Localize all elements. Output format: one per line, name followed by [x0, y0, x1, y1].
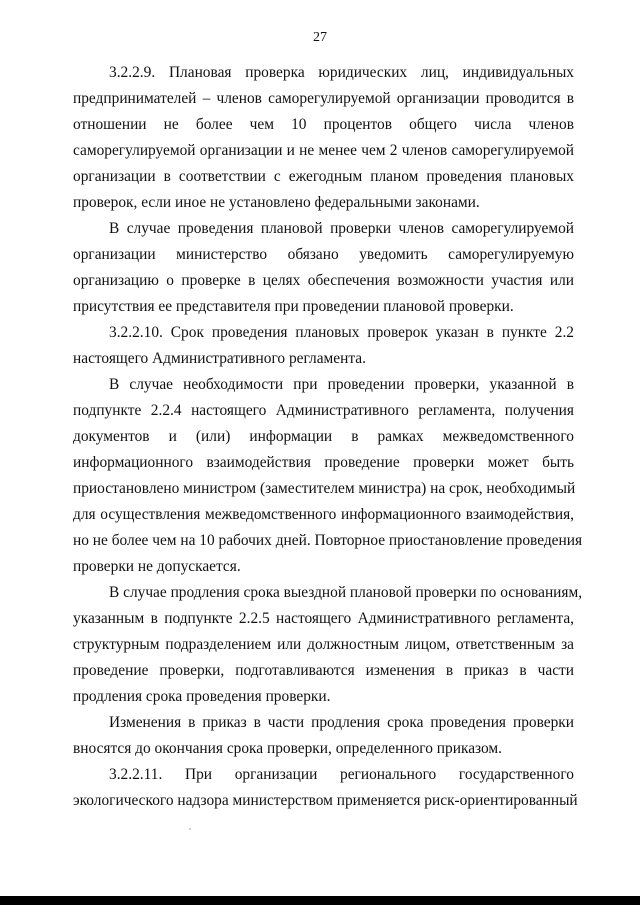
text-line: указанным в подпункте 2.2.5 настоящего Административного регламента, [73, 610, 574, 627]
text-line: предпринимателей – членов саморегулируемой организации проводится в [73, 90, 574, 107]
text-line: организации в соответствии с ежегодным планом проведения плановых [73, 168, 574, 185]
paragraph-3-2-2-11 [73, 762, 578, 814]
page-number: 27 [313, 30, 327, 45]
text-line: подпункте 2.2.4 настоящего Административного регламента, получения [73, 402, 574, 419]
document-body [73, 60, 583, 814]
text-line: экологического надзора министерством применяется риск-ориентированный [73, 792, 578, 809]
text-line: 3.2.2.11. При организации регионального государственного [109, 766, 574, 783]
scan-speck [189, 828, 191, 830]
text-line: вносятся до окончания срока проверки, определенного приказом. [73, 740, 503, 757]
text-line: 3.2.2.9. Плановая проверка юридических лиц, индивидуальных [109, 64, 574, 81]
text-line: организацию о проверке в целях обеспечения возможности участия или [73, 272, 574, 289]
paragraph-3-2-2-10 [73, 320, 574, 372]
text-line: для осуществления межведомственного информационного взаимодействия, [73, 506, 574, 523]
text-line: настоящего Административного регламента. [73, 350, 366, 367]
paragraph-order-changes [73, 710, 574, 762]
text-line: документов и (или) информации в рамках межведомственного [73, 428, 574, 445]
scan-edge-bar [0, 896, 640, 905]
paragraph-suspension [73, 372, 583, 580]
text-line: 3.2.2.10. Срок проведения плановых проверок указан в пункте 2.2 [109, 324, 574, 341]
text-line: но не более чем на 10 рабочих дней. Повторное приостановление проведения [73, 532, 583, 549]
text-line: проверки не допускается. [73, 558, 241, 575]
text-line: В случае продления срока выездной плановой проверки по основаниям, [109, 584, 583, 601]
text-line: Изменения в приказ в части продления срока проведения проверки [109, 714, 574, 731]
text-line: проведение проверки, подготавливаются изменения в приказ в части [73, 662, 574, 679]
text-line: приостановлено министром (заместителем министра) на срок, необходимый [73, 480, 576, 497]
text-line: саморегулируемой организации и не менее чем 2 членов саморегулируемой [73, 142, 574, 159]
text-line: информационного взаимодействия проведение проверки может быть [73, 454, 574, 471]
text-line: присутствия ее представителя при проведении плановой проверки. [73, 298, 514, 315]
text-line: отношении не более чем 10 процентов общего числа членов [73, 116, 574, 133]
paragraph-3-2-2-9 [73, 60, 574, 216]
text-line: структурным подразделением или должностным лицом, ответственным за [73, 636, 574, 653]
text-line: организации министерство обязано уведомить саморегулируемую [73, 246, 574, 263]
text-line: продления срока проведения проверки. [73, 688, 331, 705]
paragraph-extension [73, 580, 583, 710]
paragraph-notification [73, 216, 574, 320]
text-line: В случае необходимости при проведении проверки, указанной в [109, 376, 574, 393]
text-line: проверок, если иное не установлено федеральными законами. [73, 194, 480, 211]
text-line: В случае проведения плановой проверки членов саморегулируемой [109, 220, 574, 237]
